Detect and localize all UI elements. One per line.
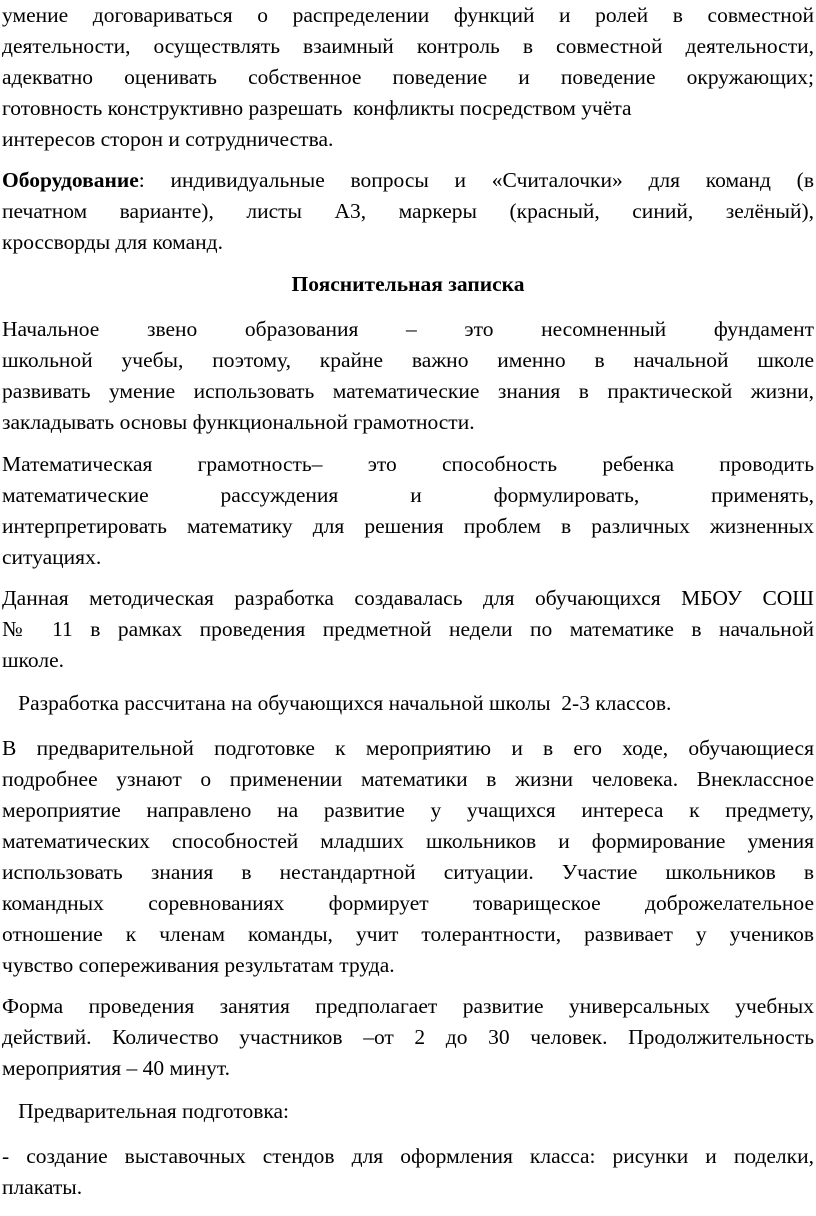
text-line: Предварительная подготовка: xyxy=(2,1099,290,1123)
text-line: мероприятие направлено на развитие у учащихся интереса к предмету, xyxy=(2,798,814,822)
paragraph-target-audience xyxy=(2,688,814,719)
text-line: использовать знания в нестандартной ситуации. Участие школьников в xyxy=(2,860,814,884)
text-line: чувство сопереживания результатам труда. xyxy=(2,953,395,977)
text-line: командных соревнованиях формирует товарищеское доброжелательное xyxy=(2,891,814,915)
text-line: школьной учебы, поэтому, крайне важно именно в начальной школе xyxy=(2,348,814,372)
paragraph-competencies xyxy=(2,0,814,155)
paragraph-preparation xyxy=(2,733,814,981)
text-line: печатном варианте), листы А3, маркеры (красный, синий, зелёный), xyxy=(2,199,814,223)
equipment-label: Оборудование xyxy=(2,168,139,192)
paragraph-math-literacy xyxy=(2,449,814,573)
text-line: умение договариваться о распределении функций и ролей в совместной xyxy=(2,3,814,27)
paragraph-prep-heading xyxy=(2,1096,814,1127)
equipment-text: : индивидуальные вопросы и «Считалочки» для команд (в xyxy=(138,168,814,192)
text-line: мероприятия – 40 минут. xyxy=(2,1056,230,1080)
paragraph-development xyxy=(2,583,814,676)
paragraph-equipment xyxy=(2,165,814,258)
text-line: школе. xyxy=(2,648,65,672)
text-line: интерпретировать математику для решения проблем в различных жизненных xyxy=(2,514,814,538)
text-line: математические рассуждения и формулировать, применять, xyxy=(2,483,814,507)
text-line: действий. Количество участников –от 2 до 30 человек. Продолжительность xyxy=(2,1025,814,1049)
text-line: Данная методическая разработка создавалась для обучающихся МБОУ СОШ xyxy=(2,586,814,610)
text-line: плакаты. xyxy=(2,1175,83,1199)
text-line: Математическая грамотность– это способность ребенка проводить xyxy=(2,452,814,476)
text-line: закладывать основы функциональной грамотности. xyxy=(2,410,475,434)
paragraph-format xyxy=(2,991,814,1084)
text-line: Разработка рассчитана на обучающихся начальной школы 2-3 классов. xyxy=(2,691,672,715)
text-line xyxy=(2,165,814,196)
text-line: развивать умение использовать математические знания в практической жизни, xyxy=(2,379,814,403)
text-line: № 11 в рамках проведения предметной недели по математике в начальной xyxy=(2,617,814,641)
text-line: кроссворды для команд. xyxy=(2,230,223,254)
text-line: деятельности, осуществлять взаимный контроль в совместной деятельности, xyxy=(2,34,814,58)
text-line: отношение к членам команды, учит толерантности, развивает у учеников xyxy=(2,922,814,946)
text-line: ситуациях. xyxy=(2,545,102,569)
list-item: - создание выставочных стендов для оформления класса: рисунки и поделки, xyxy=(2,1144,814,1168)
text-line: подробнее узнают о применении математики в жизни человека. Внеклассное xyxy=(2,767,814,791)
section-heading xyxy=(2,269,814,300)
text-line: адекватно оценивать собственное поведение и поведение окружающих; xyxy=(2,65,814,89)
paragraph-prep-list xyxy=(2,1141,814,1203)
text-line: В предварительной подготовке к мероприятию и в его ходе, обучающиеся xyxy=(2,736,814,760)
text-line: Начальное звено образования – это несомненный фундамент xyxy=(2,317,814,341)
paragraph-intro xyxy=(2,314,814,438)
text-line: готовность конструктивно разрешать конфликты посредством учёта xyxy=(2,96,632,120)
text-line: интересов сторон и сотрудничества. xyxy=(2,127,334,151)
text-line: математических способностей младших школьников и формирование умения xyxy=(2,829,814,853)
heading-text: Пояснительная записка xyxy=(291,272,525,296)
text-line: Форма проведения занятия предполагает развитие универсальных учебных xyxy=(2,994,814,1018)
